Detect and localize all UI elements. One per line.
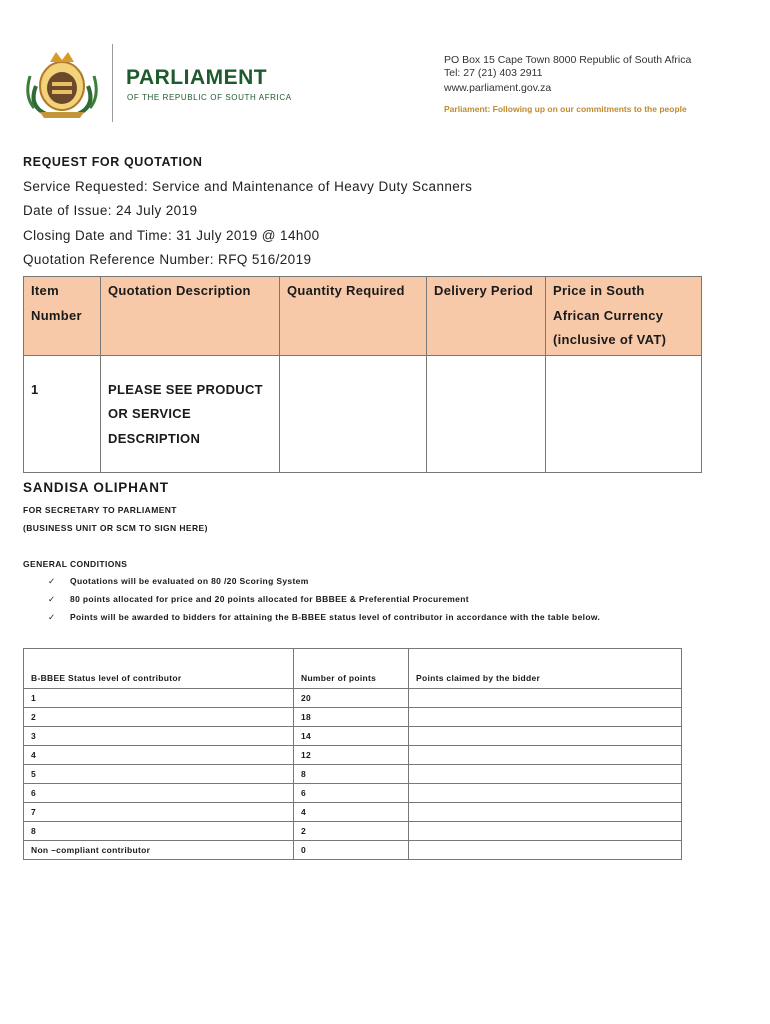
telephone: Tel: 27 (21) 403 2911 <box>444 67 543 79</box>
header-points-claimed: Points claimed by the bidder <box>409 649 682 689</box>
header-divider <box>112 44 113 122</box>
website-link[interactable]: www.parliament.gov.za <box>444 82 552 94</box>
item-number-cell: 1 <box>24 355 101 472</box>
header-points: Number of points <box>294 649 409 689</box>
checkmark-icon: ✓ <box>48 594 56 604</box>
table-row: 7 4 <box>24 803 682 822</box>
points-claimed-cell[interactable] <box>409 765 682 784</box>
points-claimed-cell[interactable] <box>409 727 682 746</box>
signer-role: FOR SECRETARY TO PARLIAMENT <box>23 505 177 515</box>
issue-date: Date of Issue: 24 July 2019 <box>23 203 198 218</box>
condition-item: ✓ Quotations will be evaluated on 80 /20 Scoring System <box>48 576 309 586</box>
document-title: REQUEST FOR QUOTATION <box>23 155 203 169</box>
points-claimed-cell[interactable] <box>409 803 682 822</box>
parliament-crest-logo <box>22 46 102 120</box>
table-row: 1 20 <box>24 689 682 708</box>
table-row: 8 2 <box>24 822 682 841</box>
points-claimed-cell[interactable] <box>409 746 682 765</box>
quotation-reference: Quotation Reference Number: RFQ 516/2019 <box>23 252 312 267</box>
table-row <box>24 355 702 472</box>
header-item-number: Item Number <box>24 277 101 356</box>
table-header-row <box>24 649 682 689</box>
header-delivery: Delivery Period <box>427 277 546 356</box>
table-row: 3 14 <box>24 727 682 746</box>
signer-note: (BUSINESS UNIT OR SCM TO SIGN HERE) <box>23 523 208 533</box>
points-claimed-cell[interactable] <box>409 822 682 841</box>
table-row: Non –compliant contributor 0 <box>24 841 682 860</box>
points-claimed-cell[interactable] <box>409 708 682 727</box>
motto: Parliament: Following up on our commitments to the people <box>444 104 687 114</box>
points-claimed-cell[interactable] <box>409 689 682 708</box>
table-header-row <box>24 277 702 356</box>
header-description: Quotation Description <box>101 277 280 356</box>
org-name: PARLIAMENT <box>126 66 268 89</box>
price-cell[interactable] <box>546 355 702 472</box>
description-cell: PLEASE SEE PRODUCT OR SERVICE DESCRIPTION <box>101 355 280 472</box>
closing-date: Closing Date and Time: 31 July 2019 @ 14h00 <box>23 228 320 243</box>
condition-item: ✓ 80 points allocated for price and 20 points allocated for BBBEE & Preferential Procurement <box>48 594 469 604</box>
condition-item: ✓ Points will be awarded to bidders for attaining the B-BBEE status level of contributor in accordance with the table below. <box>48 612 601 622</box>
table-row: 2 18 <box>24 708 682 727</box>
quotation-table <box>23 276 702 473</box>
conditions-title: GENERAL CONDITIONS <box>23 559 128 569</box>
postal-address: PO Box 15 Cape Town 8000 Republic of South Africa <box>444 54 692 66</box>
table-row: 6 6 <box>24 784 682 803</box>
header-quantity: Quantity Required <box>280 277 427 356</box>
signer-name: SANDISA OLIPHANT <box>23 480 169 495</box>
header-price: Price in South African Currency (inclusive of VAT) <box>546 277 702 356</box>
points-claimed-cell[interactable] <box>409 784 682 803</box>
header-status-level: B-BBEE Status level of contributor <box>24 649 294 689</box>
points-claimed-cell[interactable] <box>409 841 682 860</box>
checkmark-icon: ✓ <box>48 612 56 622</box>
service-requested: Service Requested: Service and Maintenance of Heavy Duty Scanners <box>23 179 473 194</box>
checkmark-icon: ✓ <box>48 576 56 586</box>
delivery-cell[interactable] <box>427 355 546 472</box>
table-row: 4 12 <box>24 746 682 765</box>
table-row: 5 8 <box>24 765 682 784</box>
quantity-cell[interactable] <box>280 355 427 472</box>
bbbee-status-table <box>23 648 682 860</box>
org-subtitle: OF THE REPUBLIC OF SOUTH AFRICA <box>127 93 292 102</box>
